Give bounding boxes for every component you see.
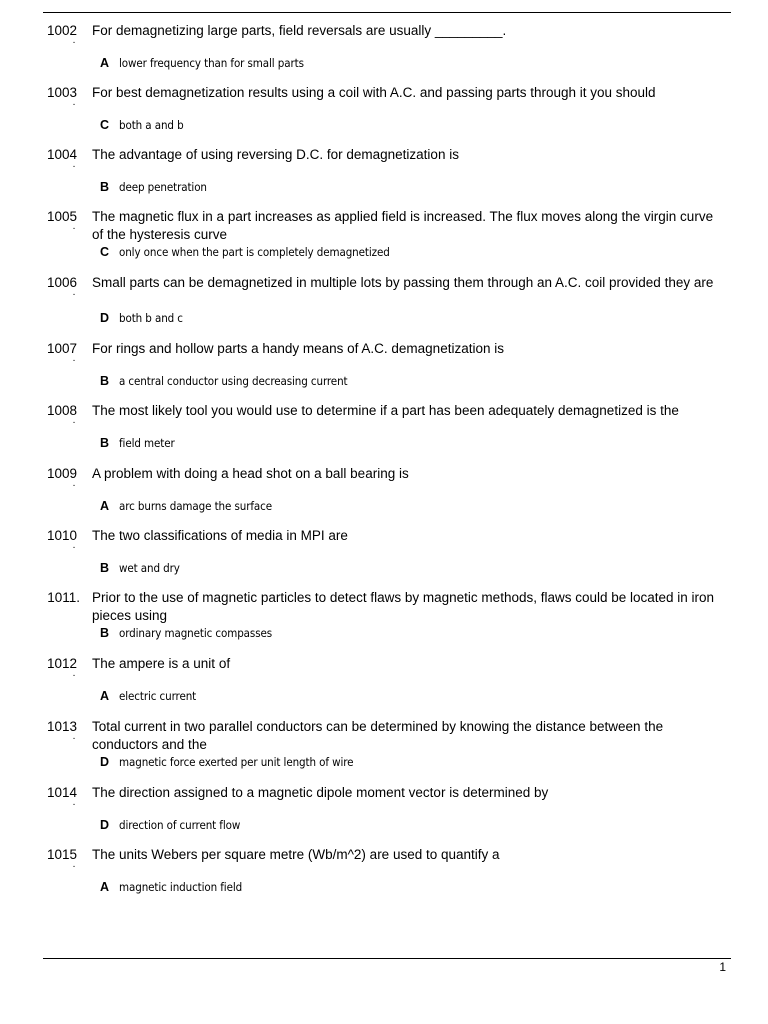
answer-letter: A <box>100 880 110 894</box>
answer-line <box>100 624 272 642</box>
answer-line <box>100 178 207 196</box>
question-number-marker: . <box>72 859 76 870</box>
question-number: 1015 <box>46 847 77 862</box>
question-number-marker: . <box>72 415 76 426</box>
question-number: 1003 <box>46 85 77 100</box>
answer-letter: A <box>100 499 110 513</box>
footer-rule <box>43 958 731 959</box>
answer-text: both b and c <box>119 311 183 325</box>
answer-text: arc burns damage the surface <box>119 499 272 513</box>
answer-letter: D <box>100 818 110 832</box>
question-number: 1005 <box>46 209 77 224</box>
question-text: The most likely tool you would use to determine if a part has been adequately demagnetized is the <box>92 403 679 418</box>
question-number-marker: . <box>72 353 76 364</box>
answer-text: only once when the part is completely demagnetized <box>119 245 390 259</box>
question-text: The two classifications of media in MPI are <box>92 528 348 543</box>
answer-letter: B <box>100 626 110 640</box>
header-rule <box>43 12 731 13</box>
question-number-marker: . <box>72 159 76 170</box>
answer-text: both a and b <box>119 118 184 132</box>
answer-text: field meter <box>119 436 175 450</box>
answer-letter: A <box>100 689 110 703</box>
question-number: 1007 <box>46 341 77 356</box>
answer-text: wet and dry <box>119 561 180 575</box>
question-text: Small parts can be demagnetized in multiple lots by passing them through an A.C. coil provided they are <box>92 275 714 290</box>
answer-line <box>100 559 180 577</box>
question-number: 1006 <box>46 275 77 290</box>
question-number-marker: . <box>72 478 76 489</box>
answer-letter: B <box>100 374 110 388</box>
answer-text: magnetic force exerted per unit length of wire <box>119 755 354 769</box>
answer-letter: B <box>100 561 110 575</box>
question-text: For demagnetizing large parts, field reversals are usually _________. <box>92 23 507 38</box>
answer-text: electric current <box>119 689 197 703</box>
question-text: A problem with doing a head shot on a ball bearing is <box>92 466 409 481</box>
question-number: 1011. <box>47 590 80 605</box>
answer-line <box>100 434 175 452</box>
answer-line <box>100 243 390 261</box>
answer-text: lower frequency than for small parts <box>119 56 304 70</box>
answer-letter: B <box>100 436 110 450</box>
question-text: Total current in two parallel conductors can be determined by knowing the distance between the conductors and the <box>92 719 664 752</box>
question-text: The magnetic flux in a part increases as applied field is increased. The flux moves along the virgin curve of the hysteresis curve <box>92 209 714 242</box>
answer-line <box>100 687 196 705</box>
answer-text: a central conductor using decreasing current <box>119 374 348 388</box>
question-number: 1013 <box>46 719 77 734</box>
answer-text: deep penetration <box>119 180 207 194</box>
answer-line <box>100 878 242 896</box>
answer-line <box>100 309 183 327</box>
question-number-marker: . <box>72 97 76 108</box>
question-text: The direction assigned to a magnetic dipole moment vector is determined by <box>92 785 549 800</box>
answer-line <box>100 753 353 771</box>
answer-text: magnetic induction field <box>119 880 243 894</box>
answer-line <box>100 816 240 834</box>
answer-line <box>100 54 304 72</box>
question-number: 1012 <box>46 656 77 671</box>
page-number: 1 <box>719 960 726 974</box>
answer-line <box>100 497 272 515</box>
question-number: 1009 <box>46 466 77 481</box>
question-number-marker: . <box>72 668 76 679</box>
answer-letter: B <box>100 180 110 194</box>
question-number-marker: . <box>72 221 76 232</box>
question-number-marker: . <box>72 35 76 46</box>
question-number: 1002 <box>46 23 77 38</box>
answer-letter: C <box>100 245 110 259</box>
question-number-marker: . <box>72 731 76 742</box>
question-number: 1014 <box>46 785 77 800</box>
answer-text: ordinary magnetic compasses <box>119 626 273 640</box>
answer-letter: D <box>100 311 110 325</box>
question-text: For best demagnetization results using a coil with A.C. and passing parts through it you should <box>92 85 656 100</box>
answer-letter: C <box>100 118 110 132</box>
answer-letter: A <box>100 56 110 70</box>
question-text: Prior to the use of magnetic particles to detect flaws by magnetic methods, flaws could be located in iron pieces using <box>92 590 715 623</box>
question-number: 1004 <box>46 147 77 162</box>
question-number: 1010 <box>46 528 77 543</box>
question-number-marker: . <box>72 540 76 551</box>
question-text: The units Webers per square metre (Wb/m^2) are used to quantify a <box>92 847 500 862</box>
answer-letter: D <box>100 755 110 769</box>
answer-line <box>100 372 347 390</box>
answer-text: direction of current flow <box>119 818 241 832</box>
question-number-marker: . <box>72 797 76 808</box>
question-text: The advantage of using reversing D.C. for demagnetization is <box>92 147 459 162</box>
question-number: 1008 <box>46 403 77 418</box>
question-text: The ampere is a unit of <box>92 656 231 671</box>
question-text: For rings and hollow parts a handy means of A.C. demagnetization is <box>92 341 504 356</box>
answer-line <box>100 116 184 134</box>
question-number-marker: . <box>72 287 76 298</box>
